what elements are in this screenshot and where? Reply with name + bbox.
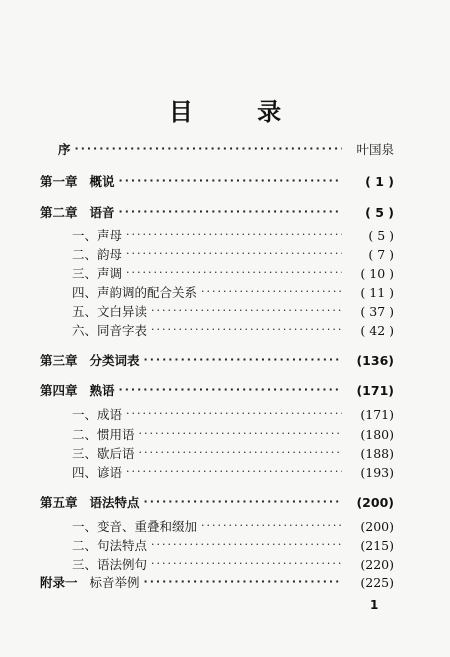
toc-page: (225) — [360, 574, 394, 590]
toc-entry-section[interactable] — [72, 302, 394, 320]
toc-label: 四、谚语 — [72, 465, 123, 480]
leader-dots — [139, 444, 342, 462]
leader-dots — [144, 493, 342, 511]
chapter-number: 第四章 — [40, 383, 78, 398]
toc-page: ( 42 ) — [360, 322, 394, 338]
toc-label: 语法特点 — [89, 495, 140, 510]
toc-page: (171) — [360, 406, 394, 422]
appendix-number: 附录一 — [40, 575, 78, 590]
leader-dots — [119, 381, 342, 399]
leader-dots — [139, 425, 342, 443]
leader-dots — [75, 140, 342, 158]
toc-entry-section[interactable] — [72, 463, 394, 481]
toc-entry-section[interactable] — [72, 226, 394, 244]
toc-entry-chapter-5[interactable] — [40, 493, 394, 511]
toc-page: (171) — [356, 382, 394, 398]
leader-dots — [151, 555, 342, 573]
toc-page: (136) — [356, 352, 394, 368]
toc-label: 一、成语 — [72, 407, 123, 422]
toc-page: 叶国泉 — [356, 142, 394, 157]
toc-label: 二、惯用语 — [72, 427, 135, 442]
toc-label: 序 — [58, 142, 71, 157]
toc-page: (188) — [360, 445, 394, 461]
toc-label: 分类词表 — [89, 353, 140, 368]
toc-entry-section[interactable] — [72, 555, 394, 573]
toc-entry-chapter-4[interactable] — [40, 381, 394, 399]
page-number: 1 — [370, 598, 379, 612]
toc-label: 一、变音、重叠和缀加 — [72, 519, 198, 534]
toc-entry-chapter-2[interactable] — [40, 203, 394, 221]
leader-dots — [119, 203, 342, 221]
leader-dots — [144, 351, 342, 369]
toc-entry-section[interactable] — [72, 444, 394, 462]
toc-label: 熟语 — [89, 383, 115, 398]
toc-label: 概说 — [89, 174, 115, 189]
leader-dots — [151, 536, 342, 554]
toc-label: 语音 — [89, 205, 115, 220]
leader-dots — [126, 245, 342, 263]
toc-page: ( 5 ) — [368, 227, 394, 243]
toc-page: (220) — [360, 556, 394, 572]
leader-dots — [126, 264, 342, 282]
toc-page: (215) — [360, 537, 394, 553]
leader-dots — [126, 226, 342, 244]
leader-dots — [201, 283, 342, 301]
toc-entry-section[interactable] — [72, 283, 394, 301]
toc-entry-appendix[interactable] — [40, 573, 394, 591]
toc-page: (200) — [356, 494, 394, 510]
toc-page: ( 5 ) — [365, 204, 394, 220]
toc-entry-chapter-3[interactable] — [40, 351, 394, 369]
leader-dots — [119, 172, 342, 190]
toc-page: ( 11 ) — [360, 284, 394, 300]
toc-label: 标音举例 — [89, 575, 140, 590]
toc-label: 二、韵母 — [72, 247, 123, 262]
toc-label: 一、声母 — [72, 228, 123, 243]
chapter-number: 第一章 — [40, 174, 78, 189]
leader-dots — [151, 302, 342, 320]
page-title: 目 录 — [168, 98, 310, 126]
toc-page: ( 7 ) — [368, 246, 394, 262]
leader-dots — [126, 405, 342, 423]
toc-label: 二、句法特点 — [72, 538, 148, 553]
toc-entry-section[interactable] — [72, 517, 394, 535]
toc-page: (200) — [360, 518, 394, 534]
toc-page: ( 10 ) — [360, 265, 394, 281]
toc-page: ( 37 ) — [360, 303, 394, 319]
chapter-number: 第二章 — [40, 205, 78, 220]
toc-page: (180) — [360, 426, 394, 442]
leader-dots — [151, 321, 342, 339]
toc-entry-section[interactable] — [72, 536, 394, 554]
toc-label: 六、同音字表 — [72, 323, 148, 338]
toc-label: 三、语法例句 — [72, 557, 148, 572]
toc-label: 四、声韵调的配合关系 — [72, 285, 198, 300]
toc-page: ( 1 ) — [365, 173, 394, 189]
leader-dots — [126, 463, 342, 481]
toc-label: 三、歇后语 — [72, 446, 135, 461]
toc-entry-preface[interactable] — [58, 140, 394, 158]
leader-dots — [201, 517, 342, 535]
toc-entry-section[interactable] — [72, 264, 394, 282]
toc-entry-section[interactable] — [72, 321, 394, 339]
toc-entry-section[interactable] — [72, 425, 394, 443]
toc-page: (193) — [360, 464, 394, 480]
toc-label: 五、文白异读 — [72, 304, 148, 319]
leader-dots — [144, 573, 342, 591]
toc-entry-chapter-1[interactable] — [40, 172, 394, 190]
chapter-number: 第三章 — [40, 353, 78, 368]
toc-entry-section[interactable] — [72, 405, 394, 423]
toc-entry-section[interactable] — [72, 245, 394, 263]
toc-label: 三、声调 — [72, 266, 123, 281]
chapter-number: 第五章 — [40, 495, 78, 510]
